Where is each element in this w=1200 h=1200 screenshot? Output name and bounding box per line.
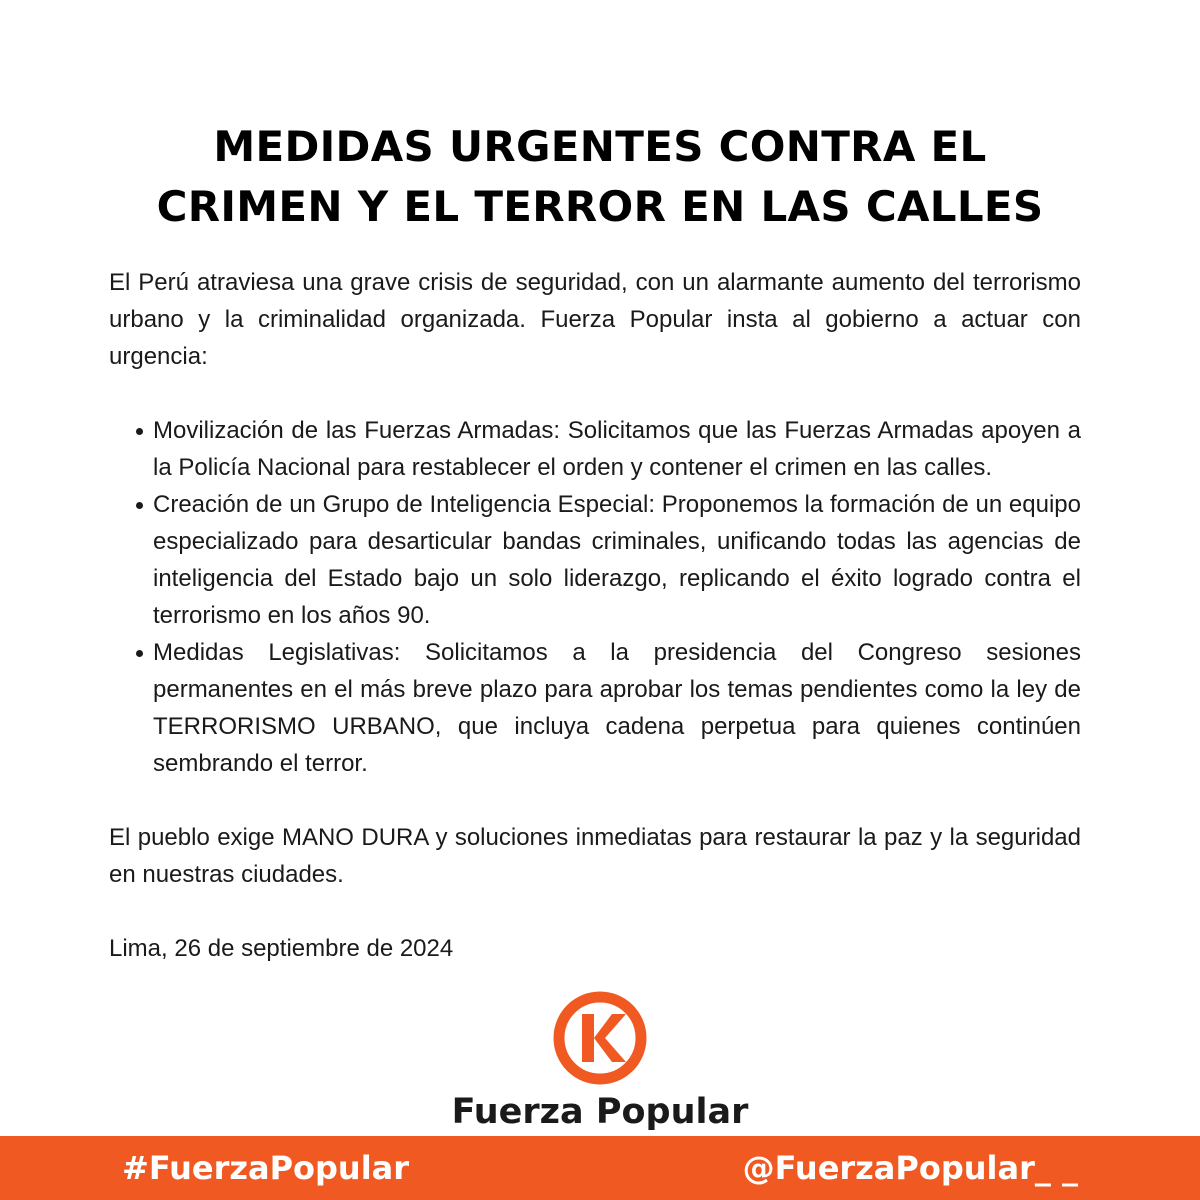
intro-paragraph: El Perú atraviesa una grave crisis de seguridad, con un alarmante aumento del terrorismo urbano y la criminalidad organizada. Fuerza Popular insta al gobierno a actuar con urgencia: xyxy=(109,269,1081,370)
footer-social-handle: @FuerzaPopular_ _ xyxy=(742,1149,1078,1187)
closing-paragraph: El pueblo exige MANO DURA y soluciones inmediatas para restaurar la paz y la seguridad en nuestras ciudades. xyxy=(109,824,1081,888)
brand-name: Fuerza Popular xyxy=(451,1092,749,1132)
measures-list xyxy=(109,412,1081,782)
fuerza-popular-k-logo-icon xyxy=(552,990,648,1086)
title-line-1: MEDIDAS URGENTES CONTRA EL xyxy=(213,122,987,171)
page-title xyxy=(0,117,1200,237)
footer-bar xyxy=(0,1136,1200,1200)
measure-item-intelligence-group: Creación de un Grupo de Inteligencia Especial: Proponemos la formación de un equipo especializado para desarticular bandas criminales, unificando todas las agencias de inteligencia del Estado bajo un solo liderazgo, replicando el éxito logrado contra el terrorismo en los años 90. xyxy=(153,486,1081,634)
measure-item-legislative: Medidas Legislativas: Solicitamos a la presidencia del Congreso sesiones permanentes en el más breve plazo para aprobar los temas pendientes como la ley de TERRORISMO URBANO, que incluya cadena perpetua para quienes continúen sembrando el terror. xyxy=(153,634,1081,782)
date-line: Lima, 26 de septiembre de 2024 xyxy=(109,935,454,962)
footer-hashtag: #FuerzaPopular xyxy=(122,1149,410,1187)
measure-item-armed-forces: Movilización de las Fuerzas Armadas: Solicitamos que las Fuerzas Armadas apoyen a la Policía Nacional para restablecer el orden y contener el crimen en las calles. xyxy=(153,412,1081,486)
title-line-2: CRIMEN Y EL TERROR EN LAS CALLES xyxy=(156,182,1044,231)
statement-body xyxy=(109,264,1081,967)
